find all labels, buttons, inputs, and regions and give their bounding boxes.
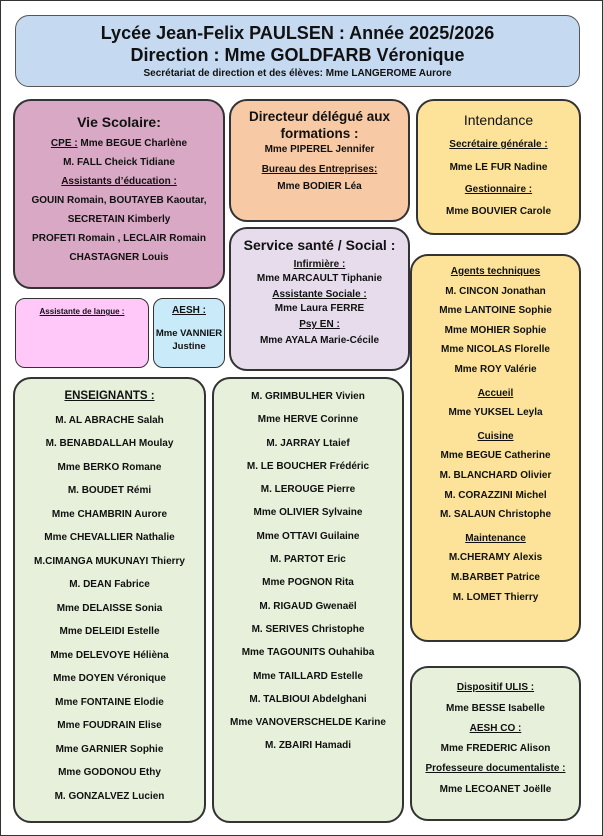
bureau-name: Mme BODIER Léa: [277, 181, 362, 192]
header-secretariat: Secrétariat de direction et des élèves: Mme LANGEROME Aurore: [143, 68, 452, 79]
enseignants-title: ENSEIGNANTS :: [64, 390, 155, 402]
agents-tech-label: Agents techniques: [450, 266, 541, 277]
cuisine-label: Cuisine: [477, 430, 514, 442]
intendance-title: Intendance: [463, 112, 534, 128]
ulis-label: Dispositif ULIS :: [456, 682, 535, 693]
teacher-item: Mme OTTAVI Guilaine: [256, 530, 360, 542]
agent-item: Mme MOHIER Sophie: [444, 324, 547, 336]
ulis-box: [410, 666, 581, 821]
enseignants-box-2: [212, 377, 404, 823]
teacher-item: Mme HERVE Corinne: [257, 414, 359, 426]
teacher-item: M. DEAN Fabrice: [69, 579, 150, 590]
agent-item: M. CINCON Jonathan: [445, 285, 546, 297]
bureau-label: Bureau des Entreprises:: [261, 164, 378, 175]
aesh-co-label: AESH CO :: [469, 723, 522, 734]
vie-scolaire-box: [13, 99, 225, 289]
teacher-item: Mme DOYEN Véronique: [53, 673, 166, 684]
sec-gen-label: Secrétaire générale :: [449, 139, 548, 150]
cpe-second: M. FALL Cheick Tidiane: [63, 157, 175, 168]
teacher-item: M.CIMANGA MUKUNAYI Thierry: [34, 555, 185, 567]
sec-gen-name: Mme LE FUR Nadine: [449, 162, 548, 173]
teacher-item: Mme BERKO Romane: [57, 461, 162, 473]
directeur-title-2: formations :: [280, 126, 359, 141]
teacher-item: M. GRIMBULHER Vivien: [251, 391, 365, 402]
intendance-box: [416, 99, 581, 235]
teacher-item: Mme DELAISSE Sonia: [56, 602, 163, 614]
assistants-line: GOUIN Romain, BOUTAYEB Kaoutar,: [31, 195, 207, 206]
header-box: [15, 15, 580, 87]
teacher-item: M. SERIVES Christophe: [251, 623, 365, 635]
teacher-item: M. TALBIOUI Abdelghani: [249, 693, 367, 705]
accueil-label: Accueil: [477, 387, 514, 399]
agent-item: M. LOMET Thierry: [452, 591, 539, 603]
assistants-label: Assistants d’éducation :: [61, 176, 177, 187]
teacher-item: M. ZBAIRI Hamadi: [264, 740, 352, 752]
infirmiere-name: Mme MARCAULT Tiphanie: [256, 273, 383, 284]
teacher-item: M. LEROUGE Pierre: [260, 484, 356, 496]
teacher-item: Mme GARNIER Sophie: [55, 743, 164, 755]
aesh-co-name: Mme FREDERIC Alison: [440, 743, 551, 754]
assistante-langue-label: Assistante de langue :: [39, 307, 125, 316]
sante-title: Service santé / Social :: [243, 237, 396, 253]
directeur-title-1: Directeur délégué aux: [248, 109, 391, 124]
agent-item: M.CHERAMY Alexis: [448, 552, 543, 564]
assistante-langue-box: [15, 298, 149, 368]
teacher-item: Mme GODONOU Ethy: [58, 767, 161, 778]
teacher-item: M. PARTOT Eric: [270, 554, 346, 566]
teacher-item: M. AL ABRACHE Salah: [55, 414, 164, 426]
agent-item: Mme YUKSEL Leyla: [448, 407, 543, 419]
maintenance-label: Maintenance: [465, 532, 526, 544]
teacher-item: Mme FOUDRAIN Elise: [57, 720, 162, 731]
documentaliste-name: Mme LECOANET Joëlle: [439, 784, 552, 795]
psy-label: Psy EN :: [299, 319, 340, 330]
agent-item: M. CORAZZINI Michel: [444, 489, 547, 501]
ulis-name: Mme BESSE Isabelle: [446, 703, 545, 714]
psy-name: Mme AYALA Marie-Cécile: [259, 335, 380, 346]
assistants-line: CHASTAGNER Louis: [69, 252, 169, 263]
teacher-item: Mme FONTAINE Elodie: [55, 696, 164, 708]
teacher-item: Mme POGNON Rita: [262, 577, 354, 589]
cpe-label: CPE :: [50, 138, 78, 149]
teacher-item: M. RIGAUD Gwenaël: [259, 600, 357, 612]
teacher-item: Mme OLIVIER Sylvaine: [253, 507, 363, 519]
teacher-item: M. GONZALVEZ Lucien: [54, 790, 165, 802]
gestionnaire-label: Gestionnaire :: [464, 184, 533, 195]
agent-item: M. SALAUN Christophe: [439, 509, 552, 521]
teacher-item: Mme TAILLARD Estelle: [253, 670, 363, 682]
agent-item: Mme ROY Valérie: [454, 363, 537, 375]
assistants-line: PROFETI Romain , LECLAIR Romain: [32, 233, 206, 244]
teacher-item: Mme VANOVERSCHELDE Karine: [230, 717, 386, 729]
teacher-item: M. BOUDET Rémi: [67, 485, 152, 496]
enseignants-box-1: [13, 377, 206, 823]
teacher-item: Mme CHEVALLIER Nathalie: [44, 532, 175, 543]
teacher-item: Mme CHAMBRIN Aurore: [51, 508, 168, 520]
teacher-item: M. JARRAY Ltaief: [266, 437, 350, 449]
directeur-box: [229, 99, 410, 222]
agent-item: M.BARBET Patrice: [451, 571, 540, 583]
header-direction: Direction : Mme GOLDFARB Véronique: [130, 45, 465, 65]
assistants-line: SECRETAIN Kimberly: [67, 214, 171, 225]
infirmiere-label: Infirmière :: [293, 259, 346, 270]
social-label: Assistante Sociale :: [272, 289, 367, 300]
agent-item: Mme NICOLAS Florelle: [441, 344, 550, 356]
agent-item: Mme LANTOINE Sophie: [439, 305, 552, 317]
directeur-name: Mme PIPEREL Jennifer: [264, 144, 375, 155]
agents-box: [410, 254, 581, 642]
aesh-label: AESH :: [172, 305, 206, 316]
teacher-item: Mme DELEIDI Estelle: [59, 626, 160, 637]
teacher-item: Mme TAGOUNITS Ouhahiba: [241, 647, 375, 659]
agent-item: Mme BEGUE Catherine: [440, 450, 551, 462]
vie-scolaire-title: Vie Scolaire:: [77, 114, 161, 130]
teacher-item: M. BENABDALLAH Moulay: [45, 438, 174, 449]
aesh-box: [153, 298, 225, 368]
teacher-item: M. LE BOUCHER Frédéric: [246, 460, 370, 472]
header-title: Lycée Jean-Felix PAULSEN : Année 2025/2026: [100, 23, 495, 43]
aesh-line-1: Mme VANNIER: [155, 328, 223, 339]
documentaliste-label: Professeure documentaliste :: [425, 763, 566, 774]
sante-box: [229, 227, 410, 371]
teacher-item: Mme DELEVOYE Hélièna: [50, 649, 169, 661]
social-name: Mme Laura FERRE: [274, 303, 365, 314]
cpe-name: Mme BEGUE Charlène: [77, 138, 188, 149]
agent-item: M. BLANCHARD Olivier: [439, 469, 552, 481]
aesh-line-2: Justine: [172, 341, 206, 352]
gestionnaire-name: Mme BOUVIER Carole: [445, 206, 552, 217]
